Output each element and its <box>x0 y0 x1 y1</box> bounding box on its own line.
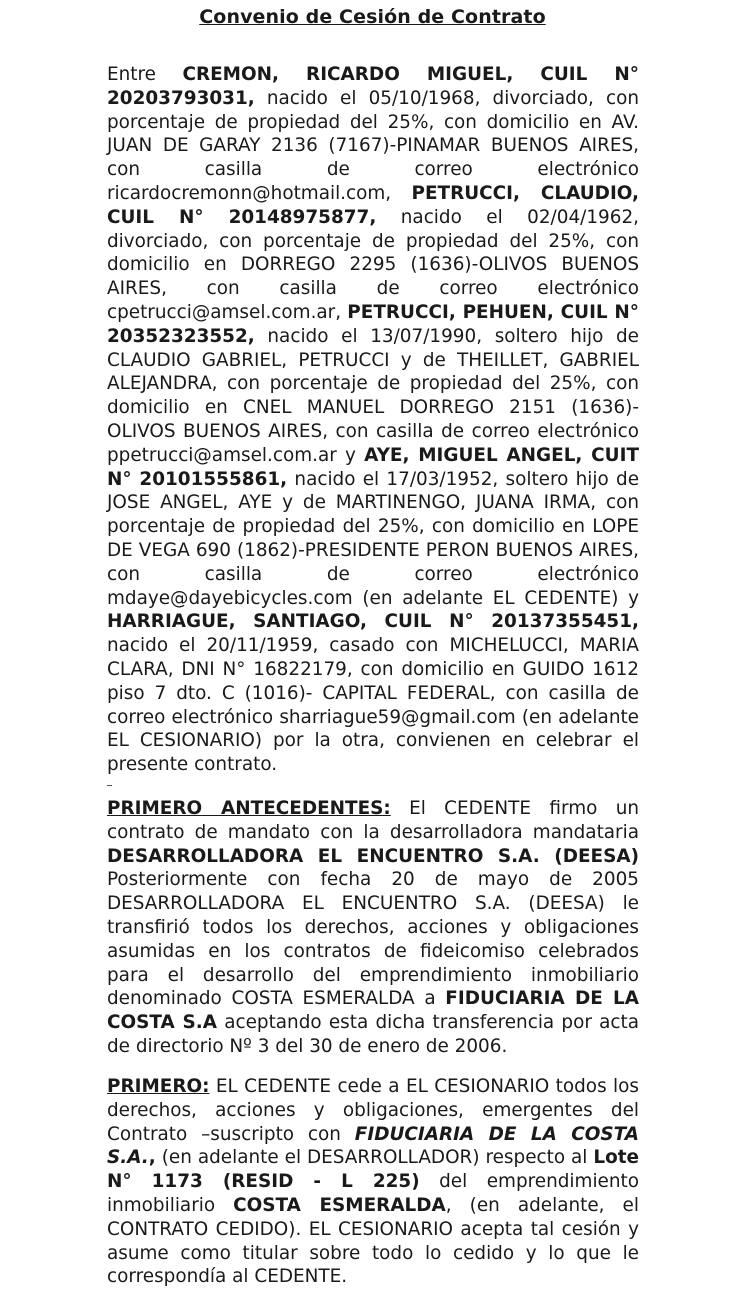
parties-text <box>107 63 639 777</box>
text-run: nacido el 05/10/1968, divorciado, con porcentaje de propiedad del 25%, con domicilio en AV. JUAN DE GARAY 2136 (7167)-PINAMAR BUENOS AIRES, con casilla de correo electrónico ricardocremonn@hotmail.com, <box>107 87 639 204</box>
text-run: nacido el 02/04/1962, divorciado, con porcentaje de propiedad del 25%, con domicilio en DORREGO 2295 (1636)-OLIVOS BUENOS AIRES, con casilla de correo electrónico cpetrucci@amsel.com.ar, <box>107 206 639 323</box>
document-title: Convenio de Cesión de Contrato <box>199 6 546 28</box>
text-run: , (en adelante, el CONTRATO CEDIDO). EL CESIONARIO acepta tal cesión y asume como titular sobre todo lo cedido y lo que le correspondía al CEDENTE. <box>107 1194 639 1288</box>
party-petrucci-pehuen: PETRUCCI, PEHUEN, CUIL N° 20352323552, <box>107 301 639 347</box>
text-run: del emprendimiento inmobiliario <box>107 1171 639 1216</box>
text-run: EL CEDENTE cede a EL CESIONARIO todos los derechos, acciones y obligaciones, emergentes del Contrato –suscripto con <box>107 1076 639 1145</box>
text-run: nacido el 13/07/1990, soltero hijo de CLAUDIO GABRIEL, PETRUCCI y de THEILLET, GABRIEL ALEJANDRA, con porcentaje de propiedad del 25%, con domicilio en CNEL MANUEL DORREGO 2151 (1636)-OLIVOS BUENOS AIRES, con casilla de correo electrónico ppetrucci@amsel.com.ar y <box>107 325 639 466</box>
text-run: aceptando esta dicha transferencia por acta de directorio Nº 3 del 30 de enero de 2006. <box>107 1012 639 1057</box>
deesa-name: DESARROLLADORA EL ENCUENTRO S.A. (DEESA) <box>107 845 639 867</box>
primero-text <box>107 1075 639 1289</box>
text-run: Posteriormente con fecha 20 de mayo de 2005 DESARROLLADORA EL ENCUENTRO S.A. (DEESA) le transfirió todos los derechos, acciones y obligaciones asumidas en los contratos de fideicomiso celebrados para el desarrollo del emprendimiento inmobiliario denominado COSTA ESMERALDA a <box>107 869 639 1010</box>
costa-esmeralda-name: COSTA ESMERALDA <box>233 1194 446 1216</box>
primero-paragraph <box>107 1075 639 1289</box>
text-run: (en adelante el DESARROLLADOR) respecto al <box>155 1147 594 1169</box>
party-petrucci-claudio: PETRUCCI, CLAUDIO, CUIL N° 20148975877, <box>107 182 639 228</box>
parties-paragraph <box>107 63 639 777</box>
fiduciaria-italic: FIDUCIARIA DE LA COSTA S.A. <box>107 1123 639 1169</box>
party-aye: AYE, MIGUEL ANGEL, CUIT N° 20101555861, <box>107 444 639 490</box>
text-run: Entre <box>107 64 183 85</box>
text-run: El CEDENTE firmo un contrato de mandato con la desarrolladora mandataria <box>107 798 640 843</box>
antecedentes-paragraph <box>107 797 639 1059</box>
party-harriague: HARRIAGUE, SANTIAGO, CUIL N° 20137355451, <box>107 611 639 633</box>
antecedentes-heading: PRIMERO ANTECEDENTES: <box>107 798 391 819</box>
text-run: nacido el 17/03/1952, soltero hijo de JOSE ANGEL, AYE y de MARTINENGO, JUANA IRMA, con porcentaje de propiedad del 25%, con domicilio en LOPE DE VEGA 690 (1862)-PRESIDENTE PERON BUENOS AIRES, con casilla de correo electrónico mdaye@dayebicycles.com (en adelante EL CEDENTE) y <box>107 468 640 609</box>
party-cremon: CREMON, RICARDO MIGUEL, CUIL N° 20203793031, <box>107 64 639 109</box>
text-run: , <box>148 1147 156 1169</box>
primero-heading: PRIMERO: <box>107 1076 210 1097</box>
lote-number: Lote N° 1173 (RESID - L 225) <box>107 1147 639 1193</box>
text-run: nacido el 20/11/1959, casado con MICHELUCCI, MARIA CLARA, DNI N° 16822179, con domicilio en GUIDO 1612 piso 7 dto. C (1016)- CAPITAL FEDERAL, con casilla de correo electrónico sharriague59@gmail.com (en adelante EL CESIONARIO) por la otra, convienen en celebrar el presente contrato. <box>107 635 639 776</box>
fiduciaria-name: FIDUCIARIA DE LA COSTA S.A <box>107 988 640 1034</box>
stray-mark <box>107 785 112 786</box>
antecedentes-text <box>107 797 639 1059</box>
